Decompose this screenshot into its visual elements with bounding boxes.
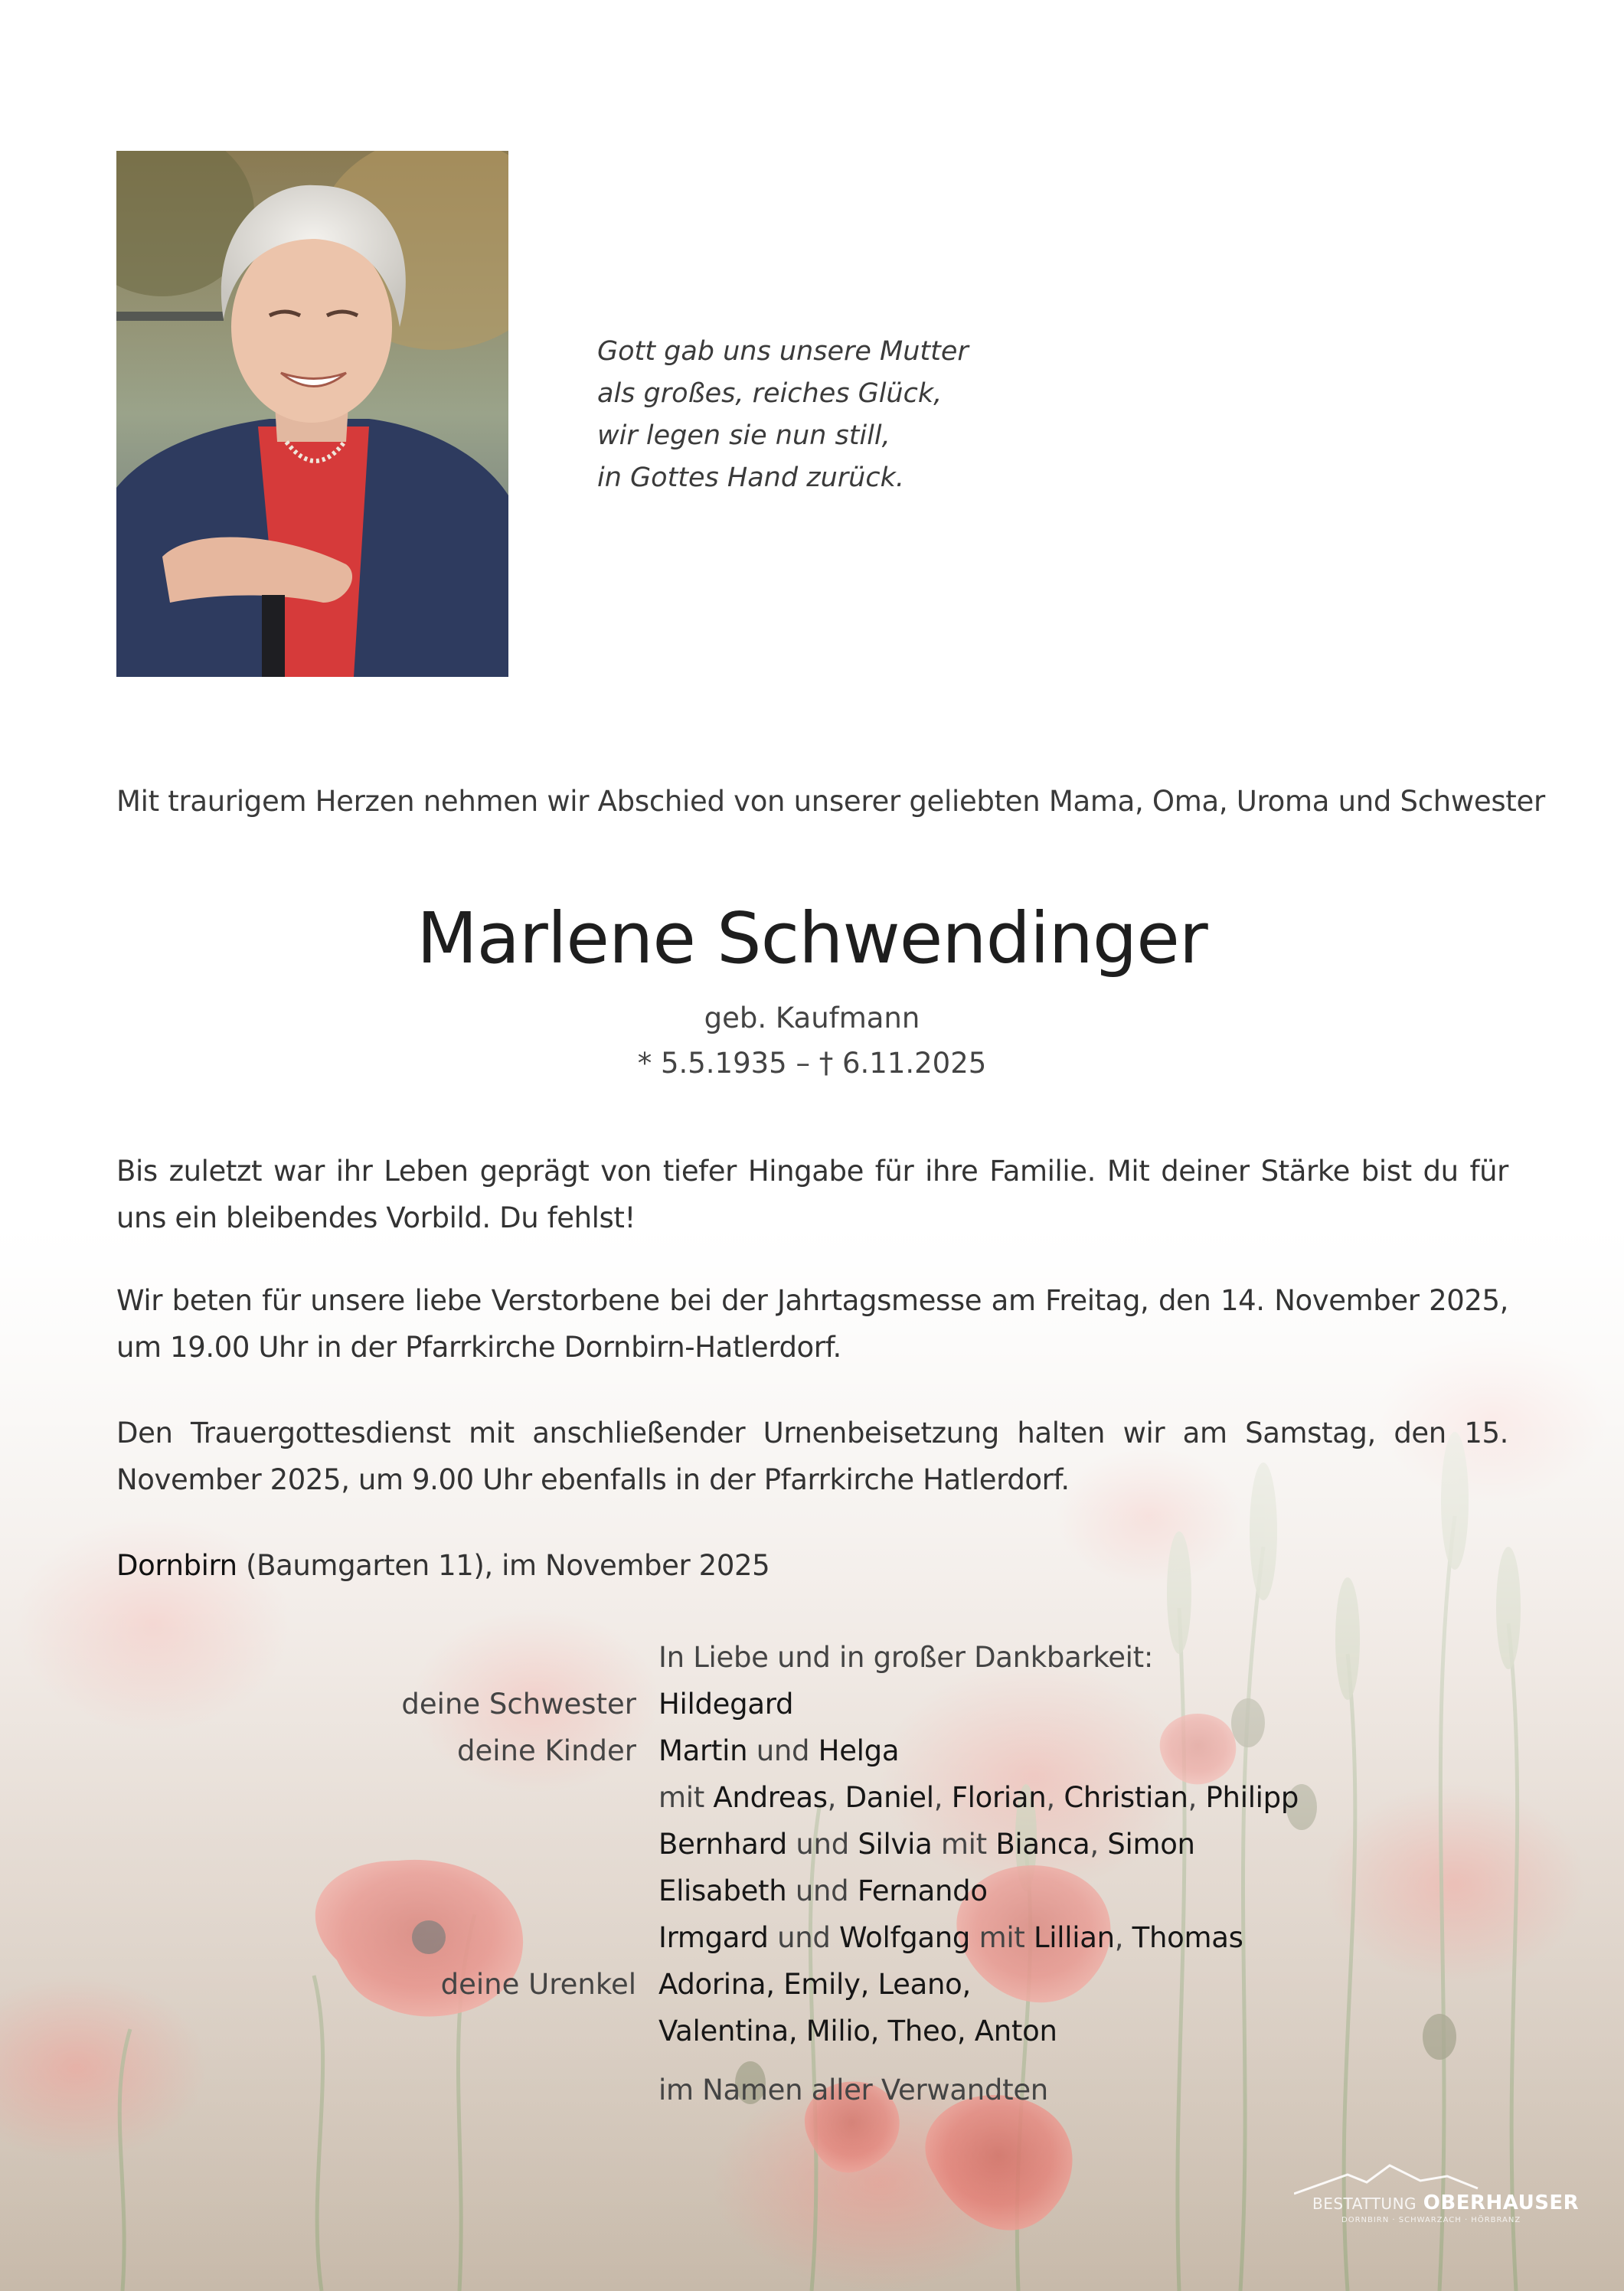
maiden-name: geb. Kaufmann (704, 1002, 920, 1034)
portrait-photo (116, 151, 508, 677)
logo-wordmark (1312, 2191, 1579, 2214)
poem-line: wir legen sie nun still, (597, 420, 890, 451)
family-label-children: deine Kinder (457, 1734, 636, 1767)
family-name: Elisabeth (658, 1874, 787, 1907)
logo-prefix: BESTATTUNG (1312, 2195, 1417, 2213)
family-name: Lillian (1033, 1921, 1115, 1954)
family-connector: und (768, 1921, 840, 1954)
family-name: Bianca (995, 1828, 1090, 1861)
family-great-grandchildren-row (658, 1961, 971, 2008)
family-name: Christian (1064, 1781, 1188, 1814)
family-name: Thomas (1132, 1921, 1243, 1954)
paragraph-funeral-service: Den Trauergottesdienst mit anschließender Urnenbeisetzung halten wir am Samstag, den 15. November 2025, um 9.00 Uhr ebenfalls in der Pfarrkirche Hatlerdorf. (116, 1417, 1508, 1496)
funeral-home-logo (1294, 2159, 1580, 2224)
deceased-name: Marlene Schwendinger (417, 897, 1207, 979)
family-connector: mit (970, 1921, 1034, 1954)
family-name: Andreas (713, 1781, 828, 1814)
family-name: Philipp (1205, 1781, 1299, 1814)
family-connector: mit (658, 1781, 714, 1814)
poem-line: Gott gab uns unsere Mutter (597, 336, 969, 367)
family-name: Adorina, Emily, Leano, (658, 1968, 971, 2001)
family-connector: und (747, 1734, 819, 1767)
family-name: Bernhard (658, 1828, 787, 1861)
family-sister (658, 1681, 793, 1727)
poem-line: in Gottes Hand zurück. (597, 462, 904, 493)
family-label-sister: deine Schwester (401, 1688, 636, 1721)
family-heading: In Liebe und in großer Dankbarkeit: (658, 1641, 1154, 1674)
family-great-grandchildren-row (658, 2008, 1057, 2054)
family-separator: , (1046, 1781, 1064, 1814)
family-connector: und (786, 1874, 858, 1907)
family-name: Helga (818, 1734, 900, 1767)
family-name: Simon (1107, 1828, 1195, 1861)
poem (597, 331, 1133, 499)
family-connector: mit (932, 1828, 996, 1861)
family-name: Irmgard (658, 1921, 769, 1954)
family-name: Valentina, Milio, Theo, Anton (658, 2015, 1057, 2048)
family-children-row (658, 1774, 1299, 1821)
family-separator: , (1114, 1921, 1132, 1954)
family-children-row (658, 1821, 1195, 1868)
poem-line: als großes, reiches Glück, (597, 378, 943, 409)
family-separator: , (933, 1781, 952, 1814)
place-rest: (Baumgarten 11), im November 2025 (237, 1549, 770, 1582)
family-children-row (658, 1868, 988, 1914)
logo-brand: OBERHAUSER (1423, 2191, 1580, 2214)
life-dates: * 5.5.1935 – † 6.11.2025 (637, 1047, 987, 1080)
family-name: Hildegard (658, 1688, 794, 1721)
family-children-row (658, 1914, 1243, 1961)
family-closing: im Namen aller Verwandten (658, 2074, 1048, 2106)
family-name: Martin (658, 1734, 748, 1767)
family-children-row (658, 1727, 899, 1774)
intro-text: Mit traurigem Herzen nehmen wir Abschied von unserer geliebten Mama, Oma, Uroma und Schwester (116, 785, 1545, 818)
portrait-illustration (116, 151, 508, 677)
family-separator: , (827, 1781, 845, 1814)
paragraph-anniversary-mass: Wir beten für unsere liebe Verstorbene bei der Jahrtagsmesse am Freitag, den 14. November 2025, um 19.00 Uhr in der Pfarrkirche Dornbirn-Hatlerdorf. (116, 1284, 1508, 1364)
place-and-date (116, 1542, 1341, 1589)
logo-locations: DORNBIRN · SCHWARZACH · HÖRBRANZ (1341, 2216, 1521, 2224)
family-label-great-grandchildren: deine Urenkel (440, 1968, 636, 2001)
family-connector: und (786, 1828, 858, 1861)
place-city: Dornbirn (116, 1549, 237, 1582)
family-name: Daniel (845, 1781, 934, 1814)
family-name: Silvia (858, 1828, 933, 1861)
family-separator: , (1090, 1828, 1108, 1861)
family-name: Fernando (857, 1874, 988, 1907)
family-separator: , (1188, 1781, 1206, 1814)
family-name: Wolfgang (839, 1921, 971, 1954)
paragraph-tribute: Bis zuletzt war ihr Leben geprägt von tiefer Hingabe für ihre Familie. Mit deiner Stärke bist du für uns ein bleibendes Vorbild. Du fehlst! (116, 1155, 1508, 1234)
family-name: Florian (951, 1781, 1047, 1814)
